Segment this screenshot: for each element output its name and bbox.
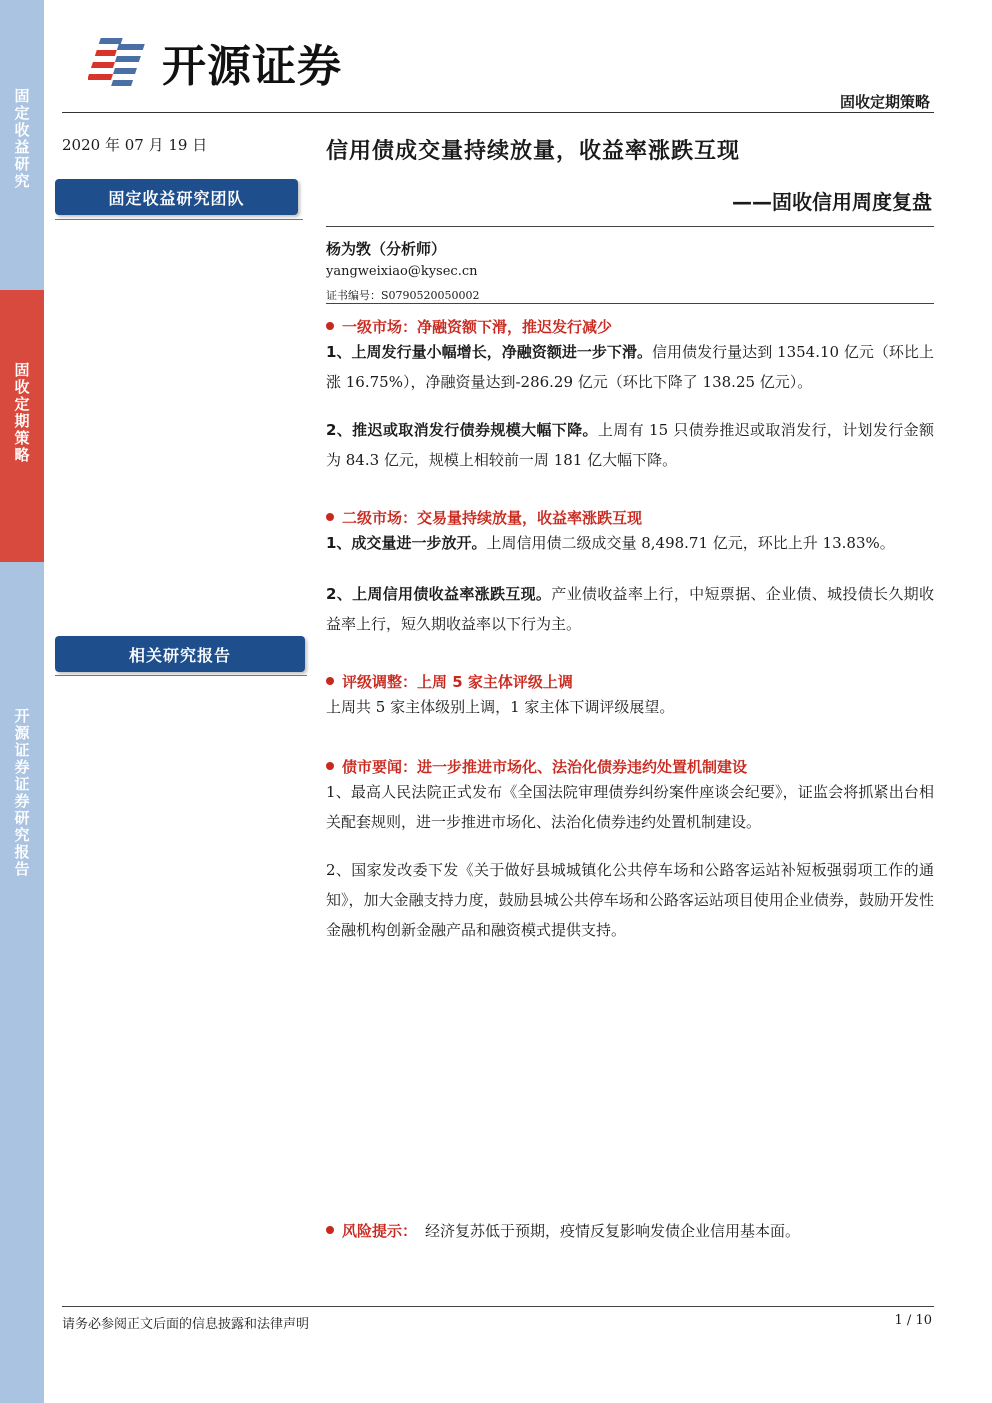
- report-title: 信用债成交量持续放量，收益率涨跌互现: [326, 139, 741, 164]
- report-date: 2020 年 07 月 19 日: [62, 136, 208, 154]
- footer-disclaimer: 请务必参阅正文后面的信息披露和法律声明: [62, 1317, 310, 1332]
- risk-note: [326, 1220, 800, 1241]
- paragraph: [326, 777, 934, 837]
- sidebar: [0, 0, 44, 1403]
- team-banner: 固定收益研究团队: [55, 179, 298, 215]
- header-tag: 固收定期策略: [839, 93, 930, 111]
- sidebar-bottom: [0, 562, 44, 1403]
- sidebar-middle-label: 固收定期策略: [14, 361, 30, 464]
- related-reports-banner[interactable]: 相关研究报告: [55, 636, 305, 672]
- paragraph-text: 上周共 5 家主体级别上调，1 家主体下调评级展望。: [326, 698, 675, 716]
- company-logo: [88, 30, 342, 94]
- sidebar-top: [0, 0, 44, 290]
- page-number: 1 / 10: [894, 1313, 932, 1328]
- bullet-icon: [326, 322, 334, 330]
- kaiyuan-logo-icon: [88, 34, 152, 90]
- section-heading-text: 债市要闻：进一步推进市场化、法治化债券违约处置机制建设: [342, 758, 748, 776]
- footer-divider: [62, 1306, 934, 1307]
- sidebar-bottom-label: 开源证券 证券研究报告: [14, 707, 30, 878]
- bullet-icon: [326, 677, 334, 685]
- paragraph-text: 信用债发行量达到 1354.10 亿元（环比上涨 16.75%），净融资量达到-286.29 亿元（环比下降了 138.25 亿元）。: [326, 343, 934, 391]
- paragraph: [326, 415, 934, 475]
- team-divider: [55, 219, 303, 220]
- section-heading: [326, 507, 642, 528]
- risk-label: 风险提示：: [342, 1222, 418, 1240]
- author-name: 杨为敩（分析师）: [326, 240, 447, 258]
- risk-text: 经济复苏低于预期，疫情反复影响发债企业信用基本面。: [425, 1222, 801, 1240]
- paragraph-lead: 1、上周发行量小幅增长，净融资额进一步下滑。: [326, 343, 653, 361]
- sidebar-top-label: 固定收益研究: [14, 87, 30, 190]
- paragraph: [326, 692, 934, 722]
- paragraph-lead: 2、上周信用债收益率涨跌互现。: [326, 585, 552, 603]
- paragraph: [326, 528, 934, 558]
- bullet-icon: [326, 513, 334, 521]
- author-divider: [326, 303, 934, 304]
- paragraph-text: 上周有 15 只债券推迟或取消发行，计划发行金额为 84.3 亿元，规模上相较前一周 181 亿大幅下降。: [326, 421, 934, 469]
- report-subtitle: ——固收信用周度复盘: [732, 190, 932, 214]
- paragraph-text: 上周信用债二级成交量 8,498.71 亿元，环比上升 13.83%。: [486, 534, 895, 552]
- paragraph: [326, 855, 934, 945]
- sidebar-middle: [0, 290, 44, 562]
- section-heading-text: 评级调整：上周 5 家主体评级上调: [342, 673, 573, 691]
- paragraph-lead: 1、成交量进一步放开。: [326, 534, 487, 552]
- author-email[interactable]: yangweixiao@kysec.cn: [326, 264, 478, 279]
- logo-text: 开源证券: [162, 41, 342, 92]
- section-heading-text: 二级市场：交易量持续放量，收益率涨跌互现: [342, 509, 643, 527]
- paragraph: [326, 337, 934, 397]
- paragraph-text: 1、最高人民法院正式发布《全国法院审理债券纠纷案件座谈会纪要》，证监会将抓紧出台相关配套规则，进一步推进市场化、法治化债券违约处置机制建设。: [326, 783, 934, 831]
- title-divider: [326, 226, 934, 227]
- related-divider: [55, 675, 307, 676]
- author-cert: 证书编号：S0790520050002: [326, 289, 480, 302]
- paragraph-text: 2、国家发改委下发《关于做好县城城镇化公共停车场和公路客运站补短板强弱项工作的通知》，加大金融支持力度，鼓励县城公共停车场和公路客运站项目使用企业债券，鼓励开发性金融机构创新金融产品和融资模式提供支持。: [326, 861, 934, 939]
- section-heading: [326, 316, 612, 337]
- section-heading: [326, 671, 573, 692]
- header-divider: [62, 112, 934, 113]
- section-heading-text: 一级市场：净融资额下滑，推迟发行减少: [342, 318, 613, 336]
- section-heading: [326, 756, 747, 777]
- paragraph: [326, 579, 934, 639]
- bullet-icon: [326, 762, 334, 770]
- paragraph-lead: 2、推迟或取消发行债券规模大幅下降。: [326, 421, 598, 439]
- bullet-icon: [326, 1226, 334, 1234]
- paragraph-text: 产业债收益率上行，中短票据、企业债、城投债长久期收益率上行，短久期收益率以下行为主。: [326, 585, 934, 633]
